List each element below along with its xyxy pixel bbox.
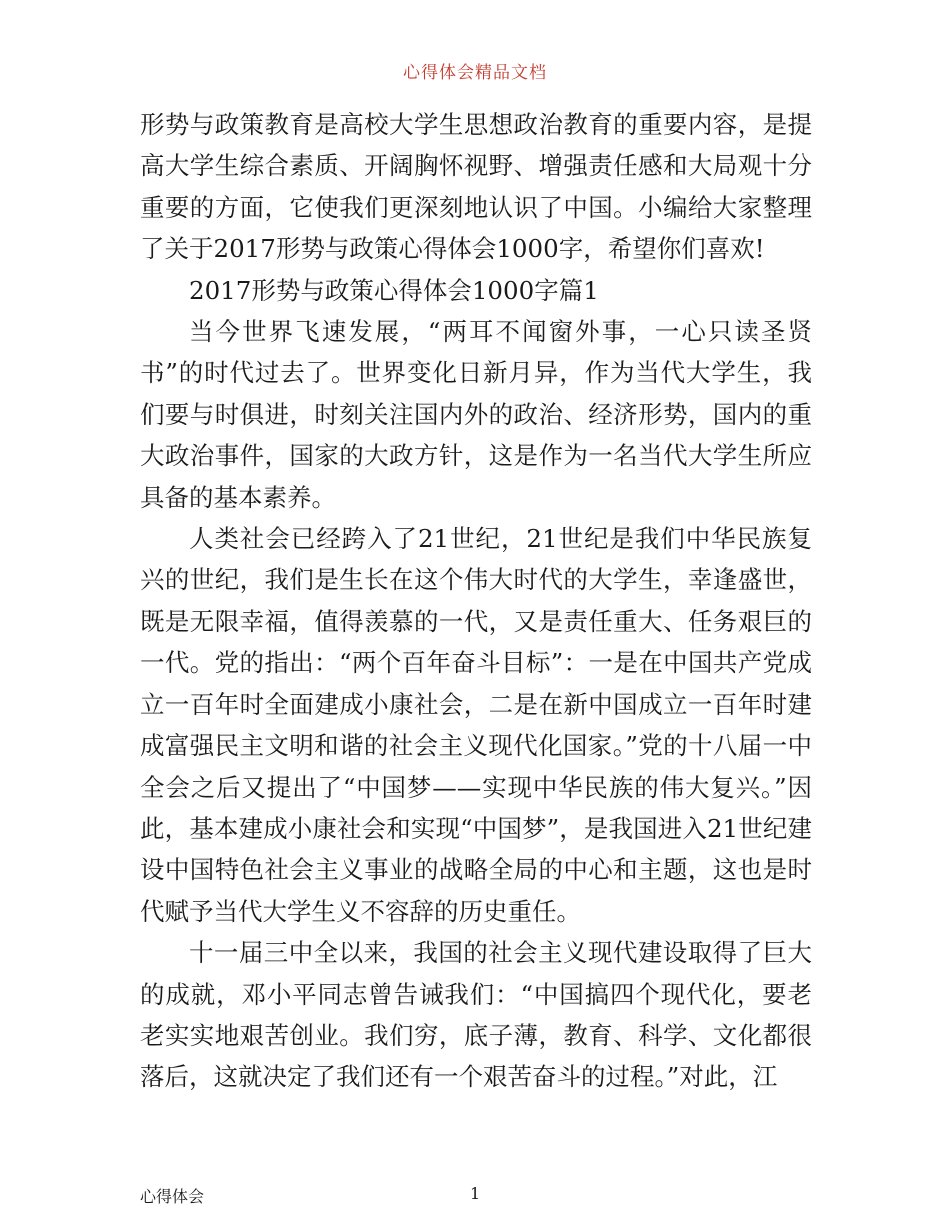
document-body (140, 104, 812, 1098)
section-heading: 2017形势与政策心得体会1000字篇1 (189, 275, 599, 305)
page-header-title: 心得体会精品文档 (403, 63, 547, 83)
page-number: 1 (470, 1184, 481, 1203)
footer-label: 心得体会 (140, 1187, 205, 1206)
body-paragraph: 十一届三中全以来，我国的社会主义现代建设取得了巨大的成就，邓小平同志曾告诫我们：“中国搞四个现代化，要老老实实地艰苦创业。我们穷，底子薄，教育、科学、文化都很落后，这就决定了我们还有一个艰苦奋斗的过程。”对此，江 (140, 938, 812, 1092)
body-paragraph: 人类社会已经跨入了21世纪，21世纪是我们中华民族复兴的世纪，我们是生长在这个伟大时代的大学生，幸逢盛世，既是无限幸福，值得羡慕的一代，又是责任重大、任务艰巨的一代。党的指出：“两个百年奋斗目标”：一是在中国共产党成立一百年时全面建成小康社会，二是在新中国成立一百年时建成富强民主文明和谐的社会主义现代化国家。”党的十八届一中全会之后又提出了“中国梦——实现中华民族的伟大复兴。”因此，基本建成小康社会和实现“中国梦”，是我国进入21世纪建设中国特色社会主义事业的战略全局的中心和主题，这也是时代赋予当代大学生义不容辞的历史重任。 (140, 524, 812, 926)
body-paragraph: 当今世界飞速发展，“两耳不闻窗外事，一心只读圣贤书”的时代过去了。世界变化日新月异，作为当代大学生，我们要与时俱进，时刻关注国内外的政治、经济形势，国内的重大政治事件，国家的大政方针，这是作为一名当代大学生所应具备的基本素养。 (140, 317, 812, 512)
intro-paragraph: 形势与政策教育是高校大学生思想政治教育的重要内容，是提高大学生综合素质、开阔胸怀视野、增强责任感和大局观十分重要的方面，它使我们更深刻地认识了中国。小编给大家整理了关于2017形势与政策心得体会1000字，希望你们喜欢! (140, 110, 812, 264)
